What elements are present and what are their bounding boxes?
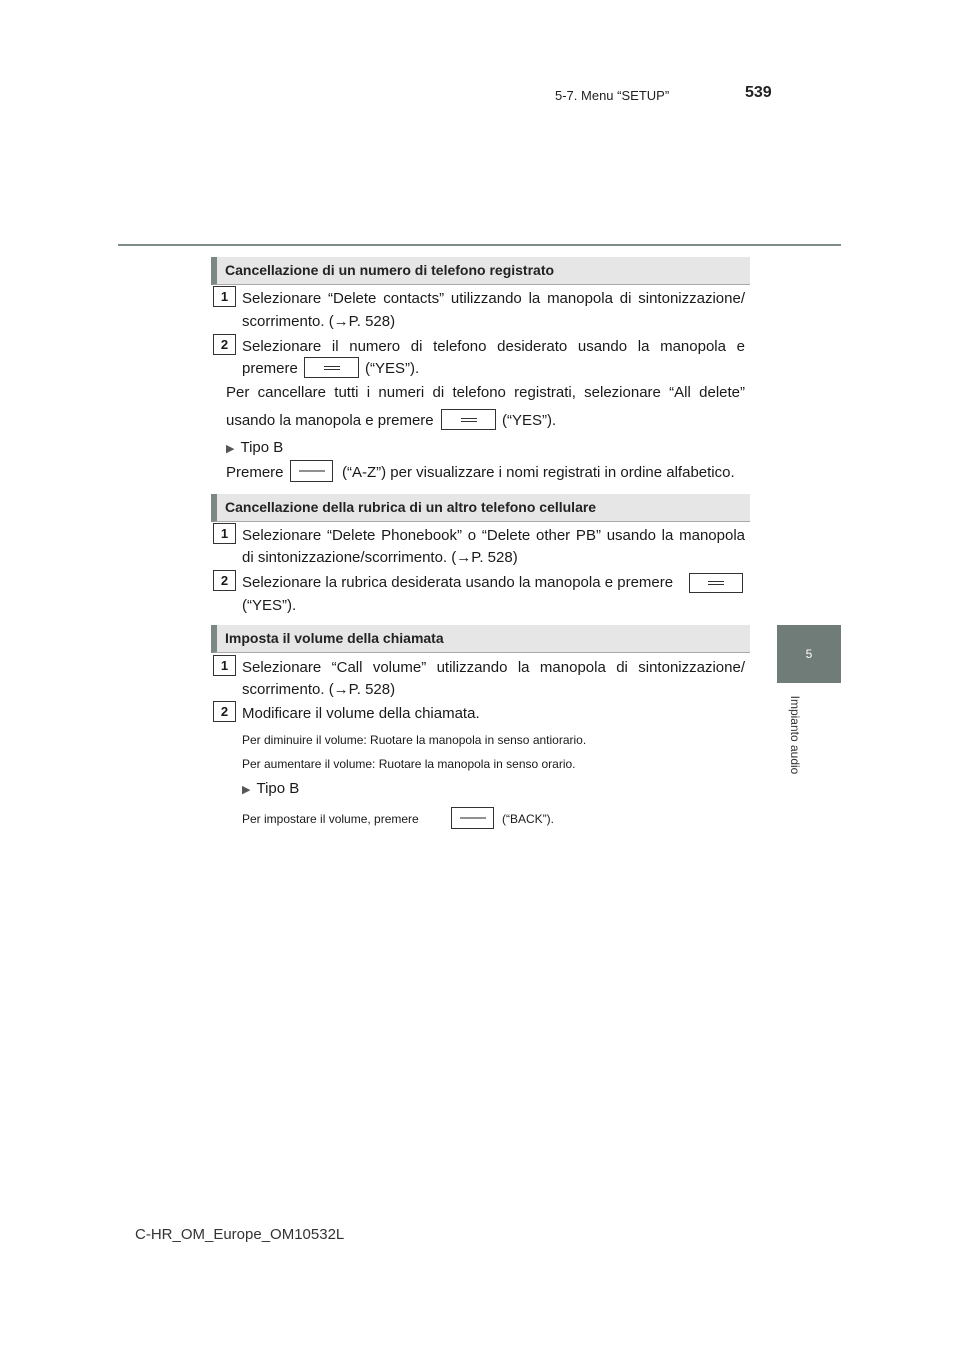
single-line-button-icon — [290, 460, 333, 482]
single-line-button-icon — [451, 807, 494, 829]
step-text: Modificare il volume della chiamata. — [242, 705, 480, 722]
chapter-number: 5 — [805, 647, 813, 661]
note-text: Per diminuire il volume: Ruotare la manopola in senso antiorario. — [242, 733, 587, 747]
note-text: Per cancellare tutti i numeri di telefono registrati, selezionare “All delete” — [226, 384, 745, 401]
note-text: (“YES”). — [502, 412, 557, 429]
double-line-button-icon — [689, 573, 743, 593]
chapter-label: Impianto audio — [788, 695, 802, 775]
bullet-line: (“A-Z”) per visualizzare i nomi registrati in ordine alfabetico. — [342, 464, 735, 481]
step-number: 2 — [213, 570, 236, 591]
step-number: 2 — [213, 701, 236, 722]
bullet-text: Tipo B — [240, 439, 284, 456]
chapter-label-container — [785, 690, 805, 780]
double-line-button-icon — [304, 357, 359, 378]
bullet-item — [226, 436, 283, 461]
step-text: (“YES”). — [365, 360, 420, 377]
section-title-text: Imposta il volume della chiamata — [225, 630, 444, 646]
triangle-bullet-icon: ▶ — [226, 443, 235, 455]
step-number: 1 — [213, 655, 236, 676]
section-title-text: Cancellazione della rubrica di un altro telefono cellulare — [225, 499, 597, 515]
bullet-line: (“BACK”). — [502, 812, 554, 826]
step-number: 1 — [213, 523, 236, 544]
section-header — [211, 625, 750, 653]
header-rule — [118, 244, 841, 246]
double-line-button-icon — [441, 409, 496, 430]
section-header — [211, 494, 750, 522]
step-number: 1 — [213, 286, 236, 307]
step-text: scorrimento. (→P. 528) — [242, 681, 396, 698]
document-code: C-HR_OM_Europe_OM10532L — [135, 1226, 345, 1243]
bullet-line: Per impostare il volume, premere — [242, 812, 419, 826]
page-number: 539 — [745, 84, 772, 101]
step-text: (“YES”). — [242, 597, 297, 614]
section-title: 5-7. Menu “SETUP” — [555, 88, 670, 103]
step-text: Selezionare la rubrica desiderata usando la manopola e premere — [242, 574, 674, 591]
step-text: Selezionare “Delete contacts” utilizzando la manopola di sintonizzazione/ — [242, 290, 745, 307]
step-number: 2 — [213, 334, 236, 355]
section-title-text: Cancellazione di un numero di telefono registrato — [225, 262, 555, 278]
chapter-tab — [777, 625, 841, 683]
section-header — [211, 257, 750, 285]
step-text: Selezionare il numero di telefono desiderato usando la manopola e — [242, 338, 745, 355]
triangle-bullet-icon: ▶ — [242, 784, 251, 796]
bullet-item — [242, 777, 299, 802]
step-text: Selezionare “Delete Phonebook” o “Delete other PB” usando la manopola — [242, 527, 745, 544]
bullet-line: Premere — [226, 464, 284, 481]
step-text: scorrimento. (→P. 528) — [242, 313, 396, 330]
bullet-text: Tipo B — [256, 780, 300, 797]
step-text: Selezionare “Call volume” utilizzando la manopola di sintonizzazione/ — [242, 659, 745, 676]
step-text: di sintonizzazione/scorrimento. (→P. 528) — [242, 549, 518, 566]
step-text: premere — [242, 360, 298, 377]
note-text: Per aumentare il volume: Ruotare la manopola in senso orario. — [242, 757, 576, 771]
note-text: usando la manopola e premere — [226, 412, 434, 429]
